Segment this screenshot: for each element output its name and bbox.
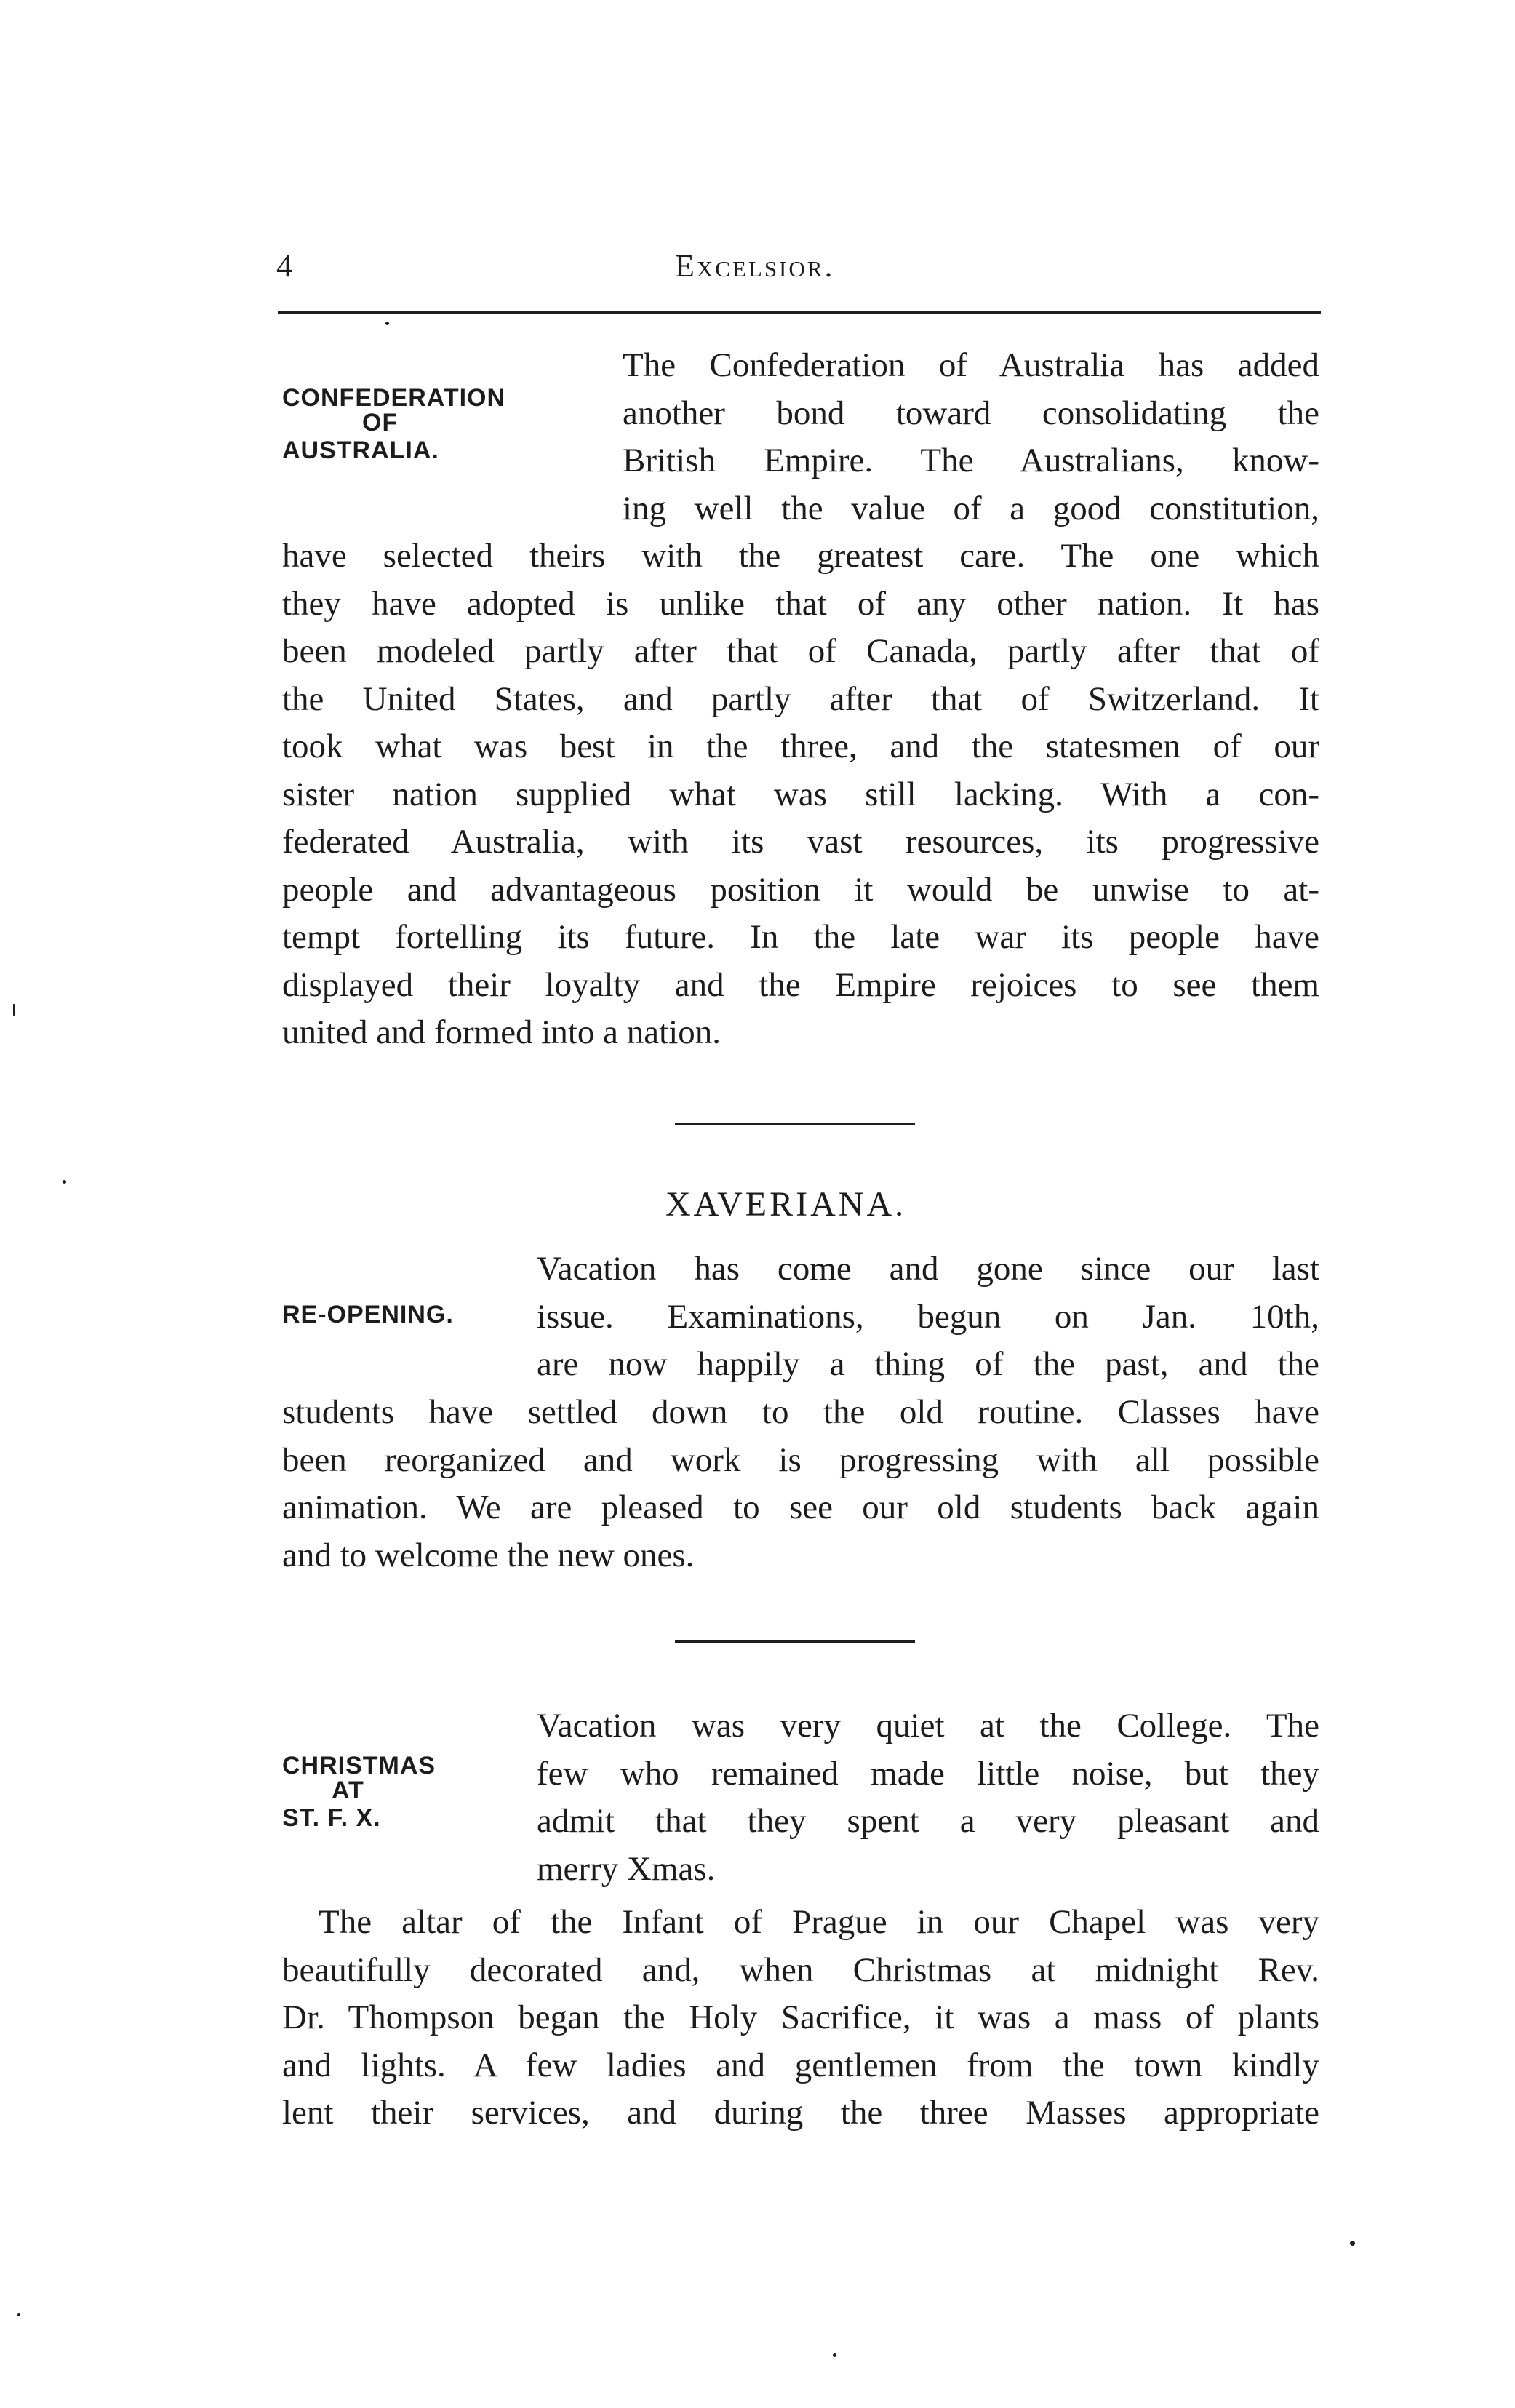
paragraph-reopening-full [282,1389,1319,1579]
sidenote-line: OF [362,409,399,436]
text-line: sister nation supplied what was still lacking. With a con- [282,775,1319,813]
text-line: displayed their loyalty and the Empire rejoices to see them [282,965,1319,1004]
text-line: took what was best in the three, and the statesmen of our [282,727,1319,765]
section-divider [675,1640,915,1643]
sidenote-confederation [282,386,505,463]
running-title: Excelsior. [675,248,835,284]
text-line: been reorganized and work is progressing with all possible [282,1440,1319,1479]
text-line: federated Australia, with its vast resources, its progressive [282,823,1319,861]
sidenote-christmas [282,1753,436,1830]
paragraph-christmas-indented [537,1702,1319,1893]
text-line: Vacation has come and gone since our last [537,1250,1319,1288]
sidenote-line: CHRISTMAS [282,1752,436,1779]
text-line: united and formed into a nation. [282,1013,721,1051]
text-line: issue. Examinations, begun on Jan. 10th, [537,1297,1319,1336]
text-line: are now happily a thing of the past, and the [537,1345,1319,1383]
text-line: The Confederation of Australia has added [623,346,1319,384]
text-line: have selected theirs with the greatest care. The one which [282,537,1319,575]
text-line: they have adopted is unlike that of any other nation. It has [282,584,1319,623]
text-line: few who remained made little noise, but they [537,1754,1319,1793]
sidenote-reopening [282,1302,454,1327]
text-line: been modeled partly after that of Canada, partly after that of [282,632,1319,670]
scan-speck [1350,2241,1355,2246]
page-number: 4 [276,248,292,284]
paragraph-confederation-indented [623,342,1319,533]
paragraph-reopening-indented [537,1245,1319,1389]
text-line: the United States, and partly after that of Switzerland. It [282,679,1319,718]
sidenote-line: RE-OPENING. [282,1301,454,1328]
text-line: Vacation was very quiet at the College. The [537,1707,1319,1745]
text-line: students have settled down to the old routine. Classes have [282,1393,1319,1431]
scan-speck [17,2313,20,2316]
text-line: tempt fortelling its future. In the late war its people have [282,918,1319,956]
text-line: people and advantageous position it would be unwise to at- [282,870,1319,909]
text-line: and lights. A few ladies and gentlemen from the town kindly [282,2046,1319,2084]
text-line: and to welcome the new ones. [282,1536,695,1574]
section-divider [675,1123,915,1125]
text-line: Dr. Thompson began the Holy Sacrifice, it was a mass of plants [282,1998,1319,2036]
sidenote-line: ST. F. X. [282,1804,381,1832]
text-line: The altar of the Infant of Prague in our Chapel was very [319,1903,1319,1941]
sidenote-line: AT [332,1777,364,1804]
text-line: lent their services, and during the three Masses appropriate [282,2094,1319,2132]
paragraph-christmas-full [282,1899,1319,2137]
scan-speck [63,1180,66,1184]
text-line: merry Xmas. [537,1849,716,1888]
sidenote-line: CONFEDERATION [282,384,506,412]
section-heading: XAVERIANA. [665,1185,907,1224]
scan-speck [833,2353,836,2357]
text-line: beautifully decorated and, when Christmas at midnight Rev. [282,1950,1319,1989]
scan-speck [13,1004,15,1016]
sidenote-line: AUSTRALIA. [282,436,439,464]
scan-speck [385,322,389,325]
paragraph-confederation-full [282,533,1319,1057]
header-rule [278,311,1321,314]
text-line: animation. We are pleased to see our old students back again [282,1488,1319,1526]
text-line: British Empire. The Australians, know- [623,442,1319,479]
text-line: ing well the value of a good constitution, [623,489,1319,527]
text-line: another bond toward consolidating the [623,394,1319,432]
text-line: admit that they spent a very pleasant and [537,1802,1319,1840]
